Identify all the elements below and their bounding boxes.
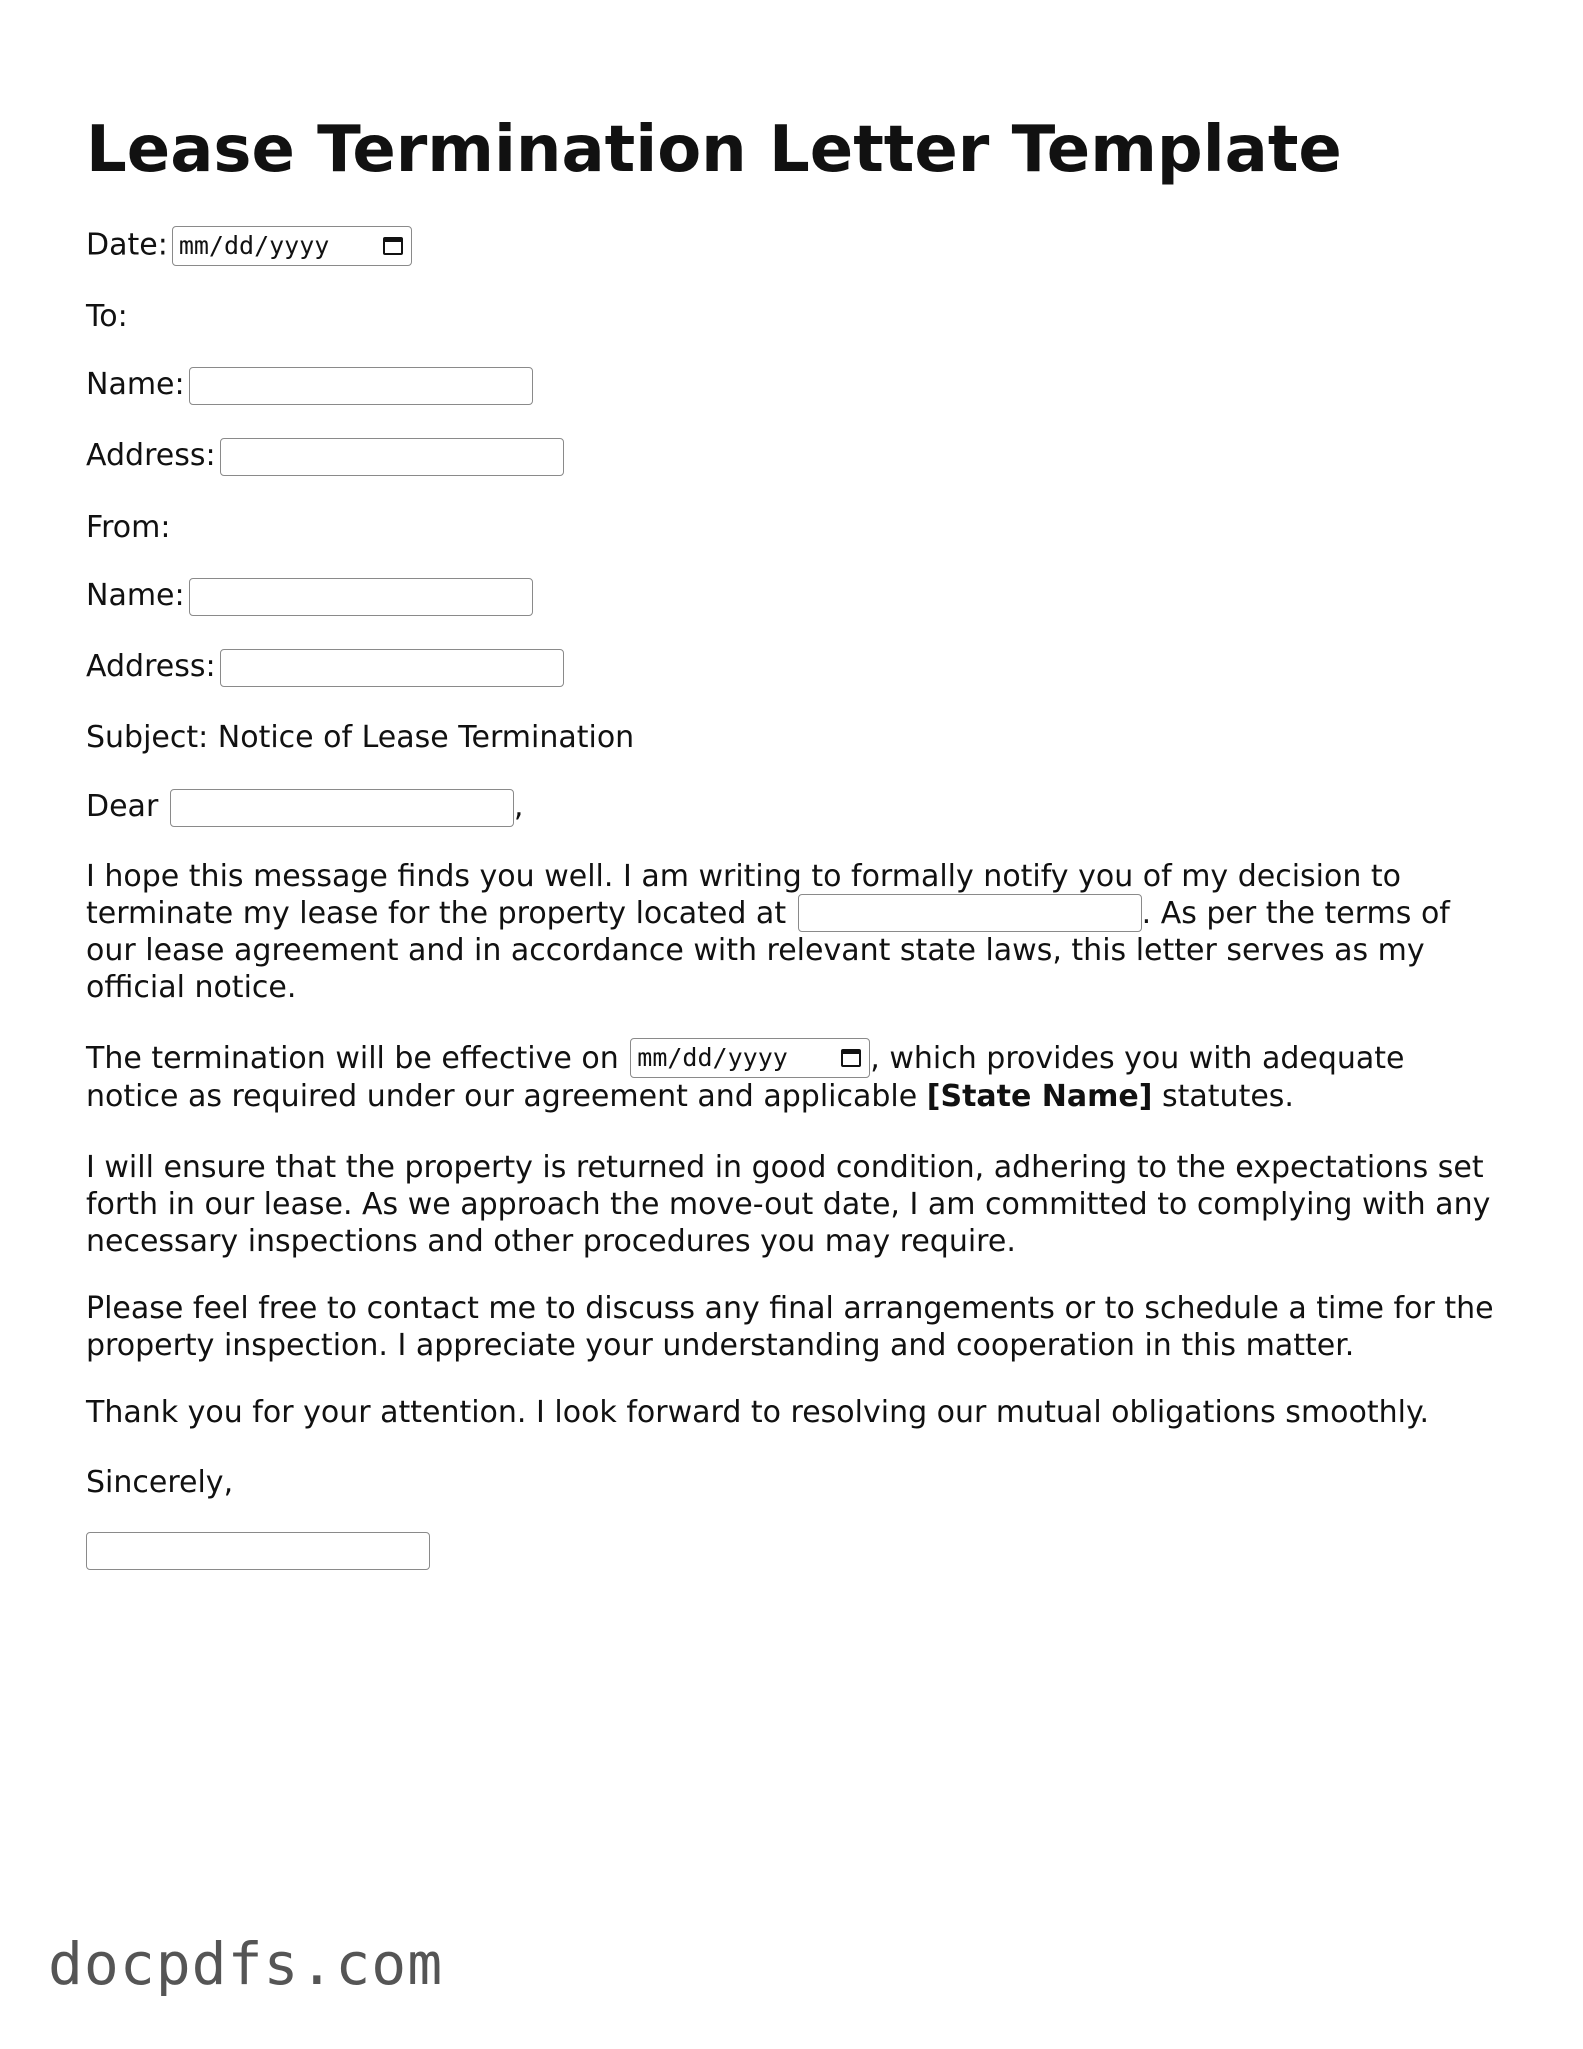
calendar-icon[interactable] <box>383 237 403 255</box>
recipient-salutation-input[interactable] <box>170 789 514 827</box>
dear-label: Dear <box>86 789 159 824</box>
salutation-row <box>86 788 523 827</box>
effective-date-placeholder: mm/dd/yyyy <box>637 1043 788 1072</box>
from-address-input[interactable] <box>220 649 564 687</box>
subject-line: Subject: Notice of Lease Termination <box>86 720 635 755</box>
to-name-row <box>86 366 537 405</box>
to-name-input[interactable] <box>189 367 533 405</box>
date-row <box>86 226 414 266</box>
date-input[interactable] <box>172 226 412 266</box>
paragraph-4: Please feel free to contact me to discuss any final arrangements or to schedule a time for the property inspection. I appreciate your understanding and cooperation in this matter. <box>86 1291 1494 1363</box>
from-name-row <box>86 577 537 616</box>
from-label: From: <box>86 510 171 545</box>
salutation-comma: , <box>513 789 524 824</box>
page-title: Lease Termination Letter Template <box>86 113 1342 187</box>
date-placeholder: mm/dd/yyyy <box>178 231 330 260</box>
from-name-label: Name: <box>86 578 185 613</box>
from-address-row <box>86 648 568 687</box>
to-name-label: Name: <box>86 367 185 402</box>
date-label: Date: <box>86 227 168 263</box>
to-label: To: <box>86 299 128 334</box>
paragraph-1 <box>86 858 1506 1006</box>
paragraph-1-after: . As per the terms of our lease agreement and in accordance with relevant state laws, this letter serves as my official notice. <box>86 896 1450 1005</box>
paragraph-1-before: I hope this message finds you well. I am writing to formally notify you of my decision to terminate my lease for the property located at <box>86 859 1402 931</box>
from-name-input[interactable] <box>189 578 533 616</box>
paragraph-2-before: The termination will be effective on <box>86 1041 619 1076</box>
paragraph-2-after-date: , which provides you with adequate notice as required under our agreement and applicable <box>86 1041 1405 1114</box>
signature-row <box>86 1531 434 1570</box>
signature-input[interactable] <box>86 1532 430 1570</box>
closing: Sincerely, <box>86 1465 234 1500</box>
paragraph-3: I will ensure that the property is returned in good condition, adhering to the expectations set forth in our lease. As we approach the move-out date, I am committed to complying with any necessary inspections and other procedures you may require. <box>86 1150 1491 1259</box>
state-name-placeholder: [State Name] <box>926 1078 1153 1114</box>
to-address-label: Address: <box>86 438 216 473</box>
docpdfs-watermark: docpdfs.com <box>48 1930 444 1998</box>
property-address-input[interactable] <box>798 894 1142 932</box>
paragraph-5: Thank you for your attention. I look forward to resolving our mutual obligations smoothly. <box>86 1395 1429 1430</box>
to-address-input[interactable] <box>220 438 564 476</box>
paragraph-2-end: statutes. <box>1162 1078 1294 1114</box>
calendar-icon[interactable] <box>841 1049 861 1067</box>
paragraph-2 <box>86 1040 1506 1115</box>
from-address-label: Address: <box>86 649 216 684</box>
to-address-row <box>86 437 568 476</box>
effective-date-input[interactable] <box>630 1038 870 1078</box>
